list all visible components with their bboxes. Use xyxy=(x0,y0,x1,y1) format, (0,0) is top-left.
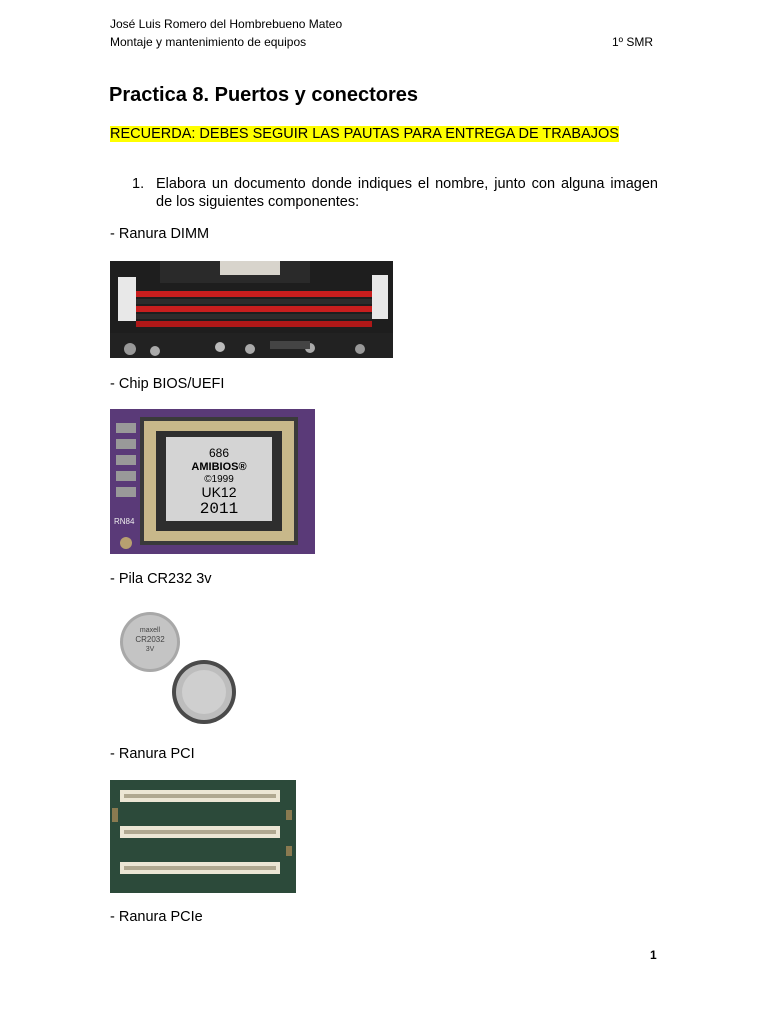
battery-model: CR2032 xyxy=(135,635,165,644)
header-group: 1º SMR xyxy=(612,35,654,49)
bios-chip-image xyxy=(110,409,315,554)
page-title: Practica 8. Puertos y conectores xyxy=(109,84,419,106)
chip-line1: 686 xyxy=(208,446,230,460)
component-label-battery: - Pila CR232 3v xyxy=(110,571,212,587)
reminder-highlight: RECUERDA: DEBES SEGUIR LAS PAUTAS PARA ENTREGA DE TRABAJOS xyxy=(110,126,619,142)
header-course: Montaje y mantenimiento de equipos xyxy=(110,35,307,49)
task-number: 1. xyxy=(132,176,145,192)
battery-image xyxy=(110,604,240,728)
battery-brand: maxell xyxy=(139,627,161,634)
component-label-dimm: - Ranura DIMM xyxy=(110,226,210,242)
chip-silk: RN84 xyxy=(114,517,135,526)
component-label-pci: - Ranura PCI xyxy=(110,746,195,762)
chip-line2: AMIBIOS® xyxy=(191,461,247,473)
task-list-item xyxy=(132,175,658,211)
dimm-slot-image xyxy=(110,261,393,358)
pci-slot-image xyxy=(110,780,296,893)
page-number: 1 xyxy=(650,948,657,962)
battery-volt: 3V xyxy=(145,646,155,653)
reminder-note xyxy=(110,125,658,143)
chip-line4: UK12 xyxy=(201,484,237,500)
chip-line5: 2011 xyxy=(199,500,239,518)
component-label-bios: - Chip BIOS/UEFI xyxy=(110,376,225,392)
task-text: Elabora un documento donde indiques el nombre, junto con alguna imagen de los siguientes componentes: xyxy=(156,176,658,210)
header-author: José Luis Romero del Hombrebueno Mateo xyxy=(110,17,343,31)
chip-line3: ©1999 xyxy=(204,474,234,485)
component-label-pcie: - Ranura PCIe xyxy=(110,909,203,925)
